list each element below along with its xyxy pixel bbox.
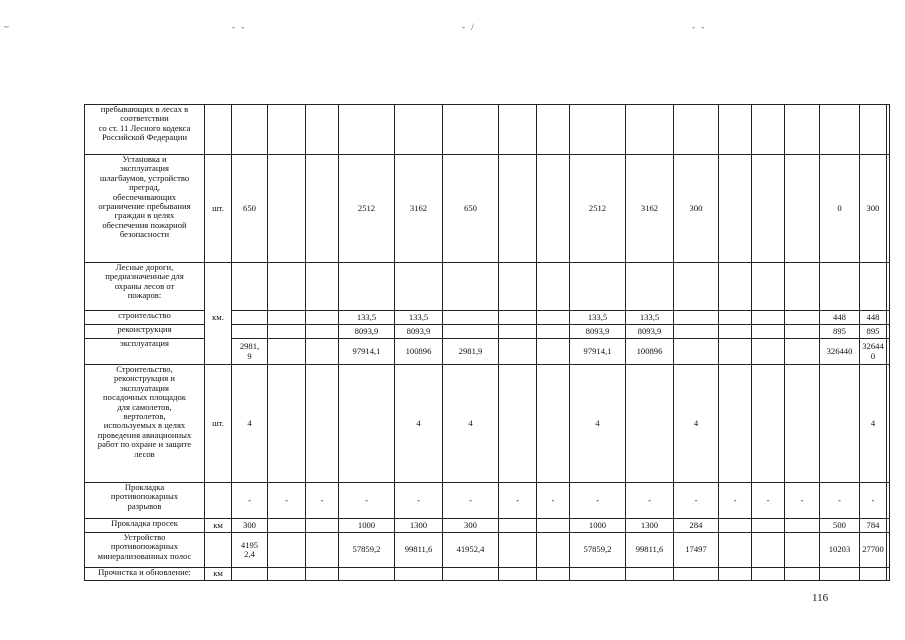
value-cell: 2512 <box>339 155 395 263</box>
table-row <box>85 568 890 581</box>
value-cell <box>820 365 860 483</box>
unit-cell <box>205 105 232 155</box>
value-cell <box>268 105 306 155</box>
value-cell: - <box>395 483 443 519</box>
value-cell <box>232 568 268 581</box>
value-cell <box>395 263 443 311</box>
value-cell: 100896 <box>626 339 674 365</box>
value-cell <box>443 568 499 581</box>
value-cell <box>785 155 820 263</box>
table-row <box>85 155 890 263</box>
value-cell: 2512 <box>570 155 626 263</box>
value-cell <box>537 155 570 263</box>
value-cell <box>887 365 890 483</box>
row-name-cell: Прочистка и обновление: <box>85 568 205 581</box>
row-name-cell: реконструкция <box>85 325 205 339</box>
value-cell <box>626 263 674 311</box>
value-cell <box>719 568 752 581</box>
value-cell <box>232 263 268 311</box>
value-cell <box>785 339 820 365</box>
value-cell <box>674 325 719 339</box>
value-cell <box>499 568 537 581</box>
value-cell <box>887 533 890 568</box>
value-cell <box>887 155 890 263</box>
value-cell: 97914,1 <box>570 339 626 365</box>
value-cell: 4 <box>674 365 719 483</box>
value-cell: 300 <box>443 519 499 533</box>
value-cell <box>268 568 306 581</box>
row-name-cell: пребывающих в лесах в соответствии со ст. 11 Лесного кодекса Российской Федерации <box>85 105 205 155</box>
row-name-cell: Лесные дороги, предназначенные для охраны лесов от пожаров: <box>85 263 205 311</box>
value-cell: 57859,2 <box>570 533 626 568</box>
value-cell: 8093,9 <box>339 325 395 339</box>
row-name-cell: Прокладка противопожарных разрывов <box>85 483 205 519</box>
value-cell <box>785 311 820 325</box>
value-cell <box>887 105 890 155</box>
table-row <box>85 263 890 311</box>
table-row <box>85 483 890 519</box>
value-cell <box>443 325 499 339</box>
row-name-cell: строительство <box>85 311 205 325</box>
value-cell: 1300 <box>395 519 443 533</box>
value-cell: 448 <box>860 311 887 325</box>
row-name-cell: Установка и эксплуатация шлагбаумов, устройство преград, обеспечивающих ограничение пребывания граждан в целях обеспечения пожарной безопасности <box>85 155 205 263</box>
value-cell: 41952,4 <box>443 533 499 568</box>
value-cell <box>232 325 268 339</box>
row-name-cell: эксплуатация <box>85 339 205 365</box>
value-cell <box>674 339 719 365</box>
table-row <box>85 533 890 568</box>
value-cell <box>570 568 626 581</box>
value-cell: 4 <box>232 365 268 483</box>
value-cell <box>719 105 752 155</box>
unit-cell <box>205 533 232 568</box>
value-cell: 4195 2,4 <box>232 533 268 568</box>
value-cell <box>674 311 719 325</box>
value-cell: 99811,6 <box>626 533 674 568</box>
value-cell <box>537 533 570 568</box>
value-cell: 27700 <box>860 533 887 568</box>
value-cell: 0 <box>820 155 860 263</box>
value-cell: 133,5 <box>339 311 395 325</box>
value-cell <box>752 311 785 325</box>
value-cell: 895 <box>820 325 860 339</box>
value-cell <box>887 325 890 339</box>
value-cell: 300 <box>232 519 268 533</box>
value-cell: 10203 <box>820 533 860 568</box>
value-cell <box>887 311 890 325</box>
value-cell <box>499 155 537 263</box>
value-cell <box>339 365 395 483</box>
value-cell <box>570 105 626 155</box>
value-cell <box>719 519 752 533</box>
value-cell: 650 <box>443 155 499 263</box>
value-cell <box>719 325 752 339</box>
value-cell <box>499 263 537 311</box>
table-row <box>85 519 890 533</box>
value-cell: 448 <box>820 311 860 325</box>
value-cell: 4 <box>443 365 499 483</box>
value-cell: 3162 <box>395 155 443 263</box>
value-cell: - <box>443 483 499 519</box>
value-cell <box>887 519 890 533</box>
value-cell <box>820 105 860 155</box>
value-cell: - <box>339 483 395 519</box>
value-cell <box>887 339 890 365</box>
value-cell <box>537 325 570 339</box>
value-cell: - <box>499 483 537 519</box>
value-cell: 500 <box>820 519 860 533</box>
value-cell <box>306 568 339 581</box>
row-name-cell: Прокладка просек <box>85 519 205 533</box>
value-cell: 17497 <box>674 533 719 568</box>
value-cell <box>626 365 674 483</box>
value-cell <box>887 568 890 581</box>
value-cell <box>268 339 306 365</box>
value-cell <box>752 105 785 155</box>
row-name-cell: Строительство, реконструкция и эксплуатация посадочных площадок для самолетов, вертолетов, используемых в целях проведения авиационных работ по охране и защите лесов <box>85 365 205 483</box>
value-cell <box>752 568 785 581</box>
value-cell <box>499 105 537 155</box>
value-cell <box>785 325 820 339</box>
value-cell <box>719 155 752 263</box>
value-cell: 300 <box>860 155 887 263</box>
value-cell: 284 <box>674 519 719 533</box>
value-cell <box>752 155 785 263</box>
value-cell <box>339 105 395 155</box>
value-cell <box>395 568 443 581</box>
value-cell <box>820 568 860 581</box>
value-cell <box>268 263 306 311</box>
value-cell: 8093,9 <box>395 325 443 339</box>
value-cell: - <box>306 483 339 519</box>
value-cell: 4 <box>570 365 626 483</box>
value-cell: 1000 <box>570 519 626 533</box>
table-row <box>85 365 890 483</box>
value-cell: 784 <box>860 519 887 533</box>
value-cell: 57859,2 <box>339 533 395 568</box>
value-cell <box>785 568 820 581</box>
value-cell <box>785 365 820 483</box>
value-cell <box>820 263 860 311</box>
table-body <box>85 105 890 581</box>
value-cell: 4 <box>860 365 887 483</box>
value-cell <box>860 568 887 581</box>
value-cell: 97914,1 <box>339 339 395 365</box>
value-cell <box>537 568 570 581</box>
value-cell <box>268 325 306 339</box>
value-cell <box>339 568 395 581</box>
value-cell: - <box>537 483 570 519</box>
value-cell: - <box>232 483 268 519</box>
value-cell <box>443 311 499 325</box>
value-cell <box>339 263 395 311</box>
value-cell: 100896 <box>395 339 443 365</box>
unit-cell: км. <box>205 263 232 365</box>
value-cell: 8093,9 <box>570 325 626 339</box>
value-cell <box>232 105 268 155</box>
value-cell: 2981, 9 <box>232 339 268 365</box>
value-cell: 650 <box>232 155 268 263</box>
value-cell <box>860 263 887 311</box>
value-cell <box>499 339 537 365</box>
value-cell: - <box>268 483 306 519</box>
scan-mark: - - <box>692 22 707 32</box>
unit-cell <box>205 483 232 519</box>
value-cell <box>860 105 887 155</box>
value-cell <box>537 105 570 155</box>
value-cell <box>268 365 306 483</box>
value-cell: - <box>820 483 860 519</box>
value-cell: - <box>719 483 752 519</box>
value-cell <box>752 325 785 339</box>
value-cell <box>752 339 785 365</box>
scan-mark: - / <box>462 22 476 32</box>
value-cell <box>306 533 339 568</box>
value-cell <box>626 105 674 155</box>
value-cell <box>395 105 443 155</box>
value-cell <box>785 519 820 533</box>
value-cell: 99811,6 <box>395 533 443 568</box>
value-cell: 32644 0 <box>860 339 887 365</box>
value-cell <box>268 519 306 533</box>
value-cell: - <box>752 483 785 519</box>
value-cell <box>537 311 570 325</box>
value-cell <box>306 365 339 483</box>
value-cell <box>785 263 820 311</box>
value-cell <box>268 155 306 263</box>
value-cell: 8093,9 <box>626 325 674 339</box>
value-cell <box>674 105 719 155</box>
value-cell: 133,5 <box>395 311 443 325</box>
value-cell <box>306 325 339 339</box>
value-cell <box>537 263 570 311</box>
value-cell: 133,5 <box>626 311 674 325</box>
scan-mark: - - <box>232 22 247 32</box>
value-cell <box>752 365 785 483</box>
value-cell <box>719 311 752 325</box>
unit-cell: шт. <box>205 155 232 263</box>
value-cell: 326440 <box>820 339 860 365</box>
value-cell <box>306 105 339 155</box>
value-cell <box>268 311 306 325</box>
value-cell <box>499 519 537 533</box>
value-cell <box>626 568 674 581</box>
unit-cell: км <box>205 519 232 533</box>
value-cell: 895 <box>860 325 887 339</box>
value-cell <box>752 533 785 568</box>
value-cell: 2981,9 <box>443 339 499 365</box>
value-cell <box>306 519 339 533</box>
value-cell: 1000 <box>339 519 395 533</box>
unit-cell: км <box>205 568 232 581</box>
value-cell <box>887 263 890 311</box>
value-cell <box>752 519 785 533</box>
value-cell: 1300 <box>626 519 674 533</box>
table-row <box>85 105 890 155</box>
value-cell: - <box>626 483 674 519</box>
value-cell <box>232 311 268 325</box>
value-cell <box>268 533 306 568</box>
value-cell <box>499 311 537 325</box>
value-cell <box>752 263 785 311</box>
value-cell <box>537 365 570 483</box>
value-cell <box>306 155 339 263</box>
value-cell <box>785 105 820 155</box>
forest-protection-table <box>84 104 890 581</box>
value-cell <box>674 568 719 581</box>
value-cell <box>306 311 339 325</box>
value-cell: 3162 <box>626 155 674 263</box>
value-cell <box>499 365 537 483</box>
scan-mark: ~ <box>4 22 11 32</box>
value-cell <box>499 533 537 568</box>
value-cell: 133,5 <box>570 311 626 325</box>
value-cell <box>887 483 890 519</box>
value-cell <box>719 365 752 483</box>
value-cell <box>499 325 537 339</box>
value-cell: - <box>570 483 626 519</box>
page-number: 116 <box>812 592 829 604</box>
value-cell <box>719 339 752 365</box>
value-cell: - <box>860 483 887 519</box>
unit-cell: шт. <box>205 365 232 483</box>
value-cell: 300 <box>674 155 719 263</box>
value-cell <box>570 263 626 311</box>
value-cell <box>674 263 719 311</box>
value-cell <box>719 263 752 311</box>
value-cell <box>443 105 499 155</box>
value-cell: 4 <box>395 365 443 483</box>
value-cell <box>443 263 499 311</box>
row-name-cell: Устройство противопожарных минерализованных полос <box>85 533 205 568</box>
value-cell <box>537 519 570 533</box>
value-cell <box>537 339 570 365</box>
value-cell <box>785 533 820 568</box>
value-cell <box>306 263 339 311</box>
value-cell: - <box>674 483 719 519</box>
value-cell <box>306 339 339 365</box>
value-cell: - <box>785 483 820 519</box>
value-cell <box>719 533 752 568</box>
